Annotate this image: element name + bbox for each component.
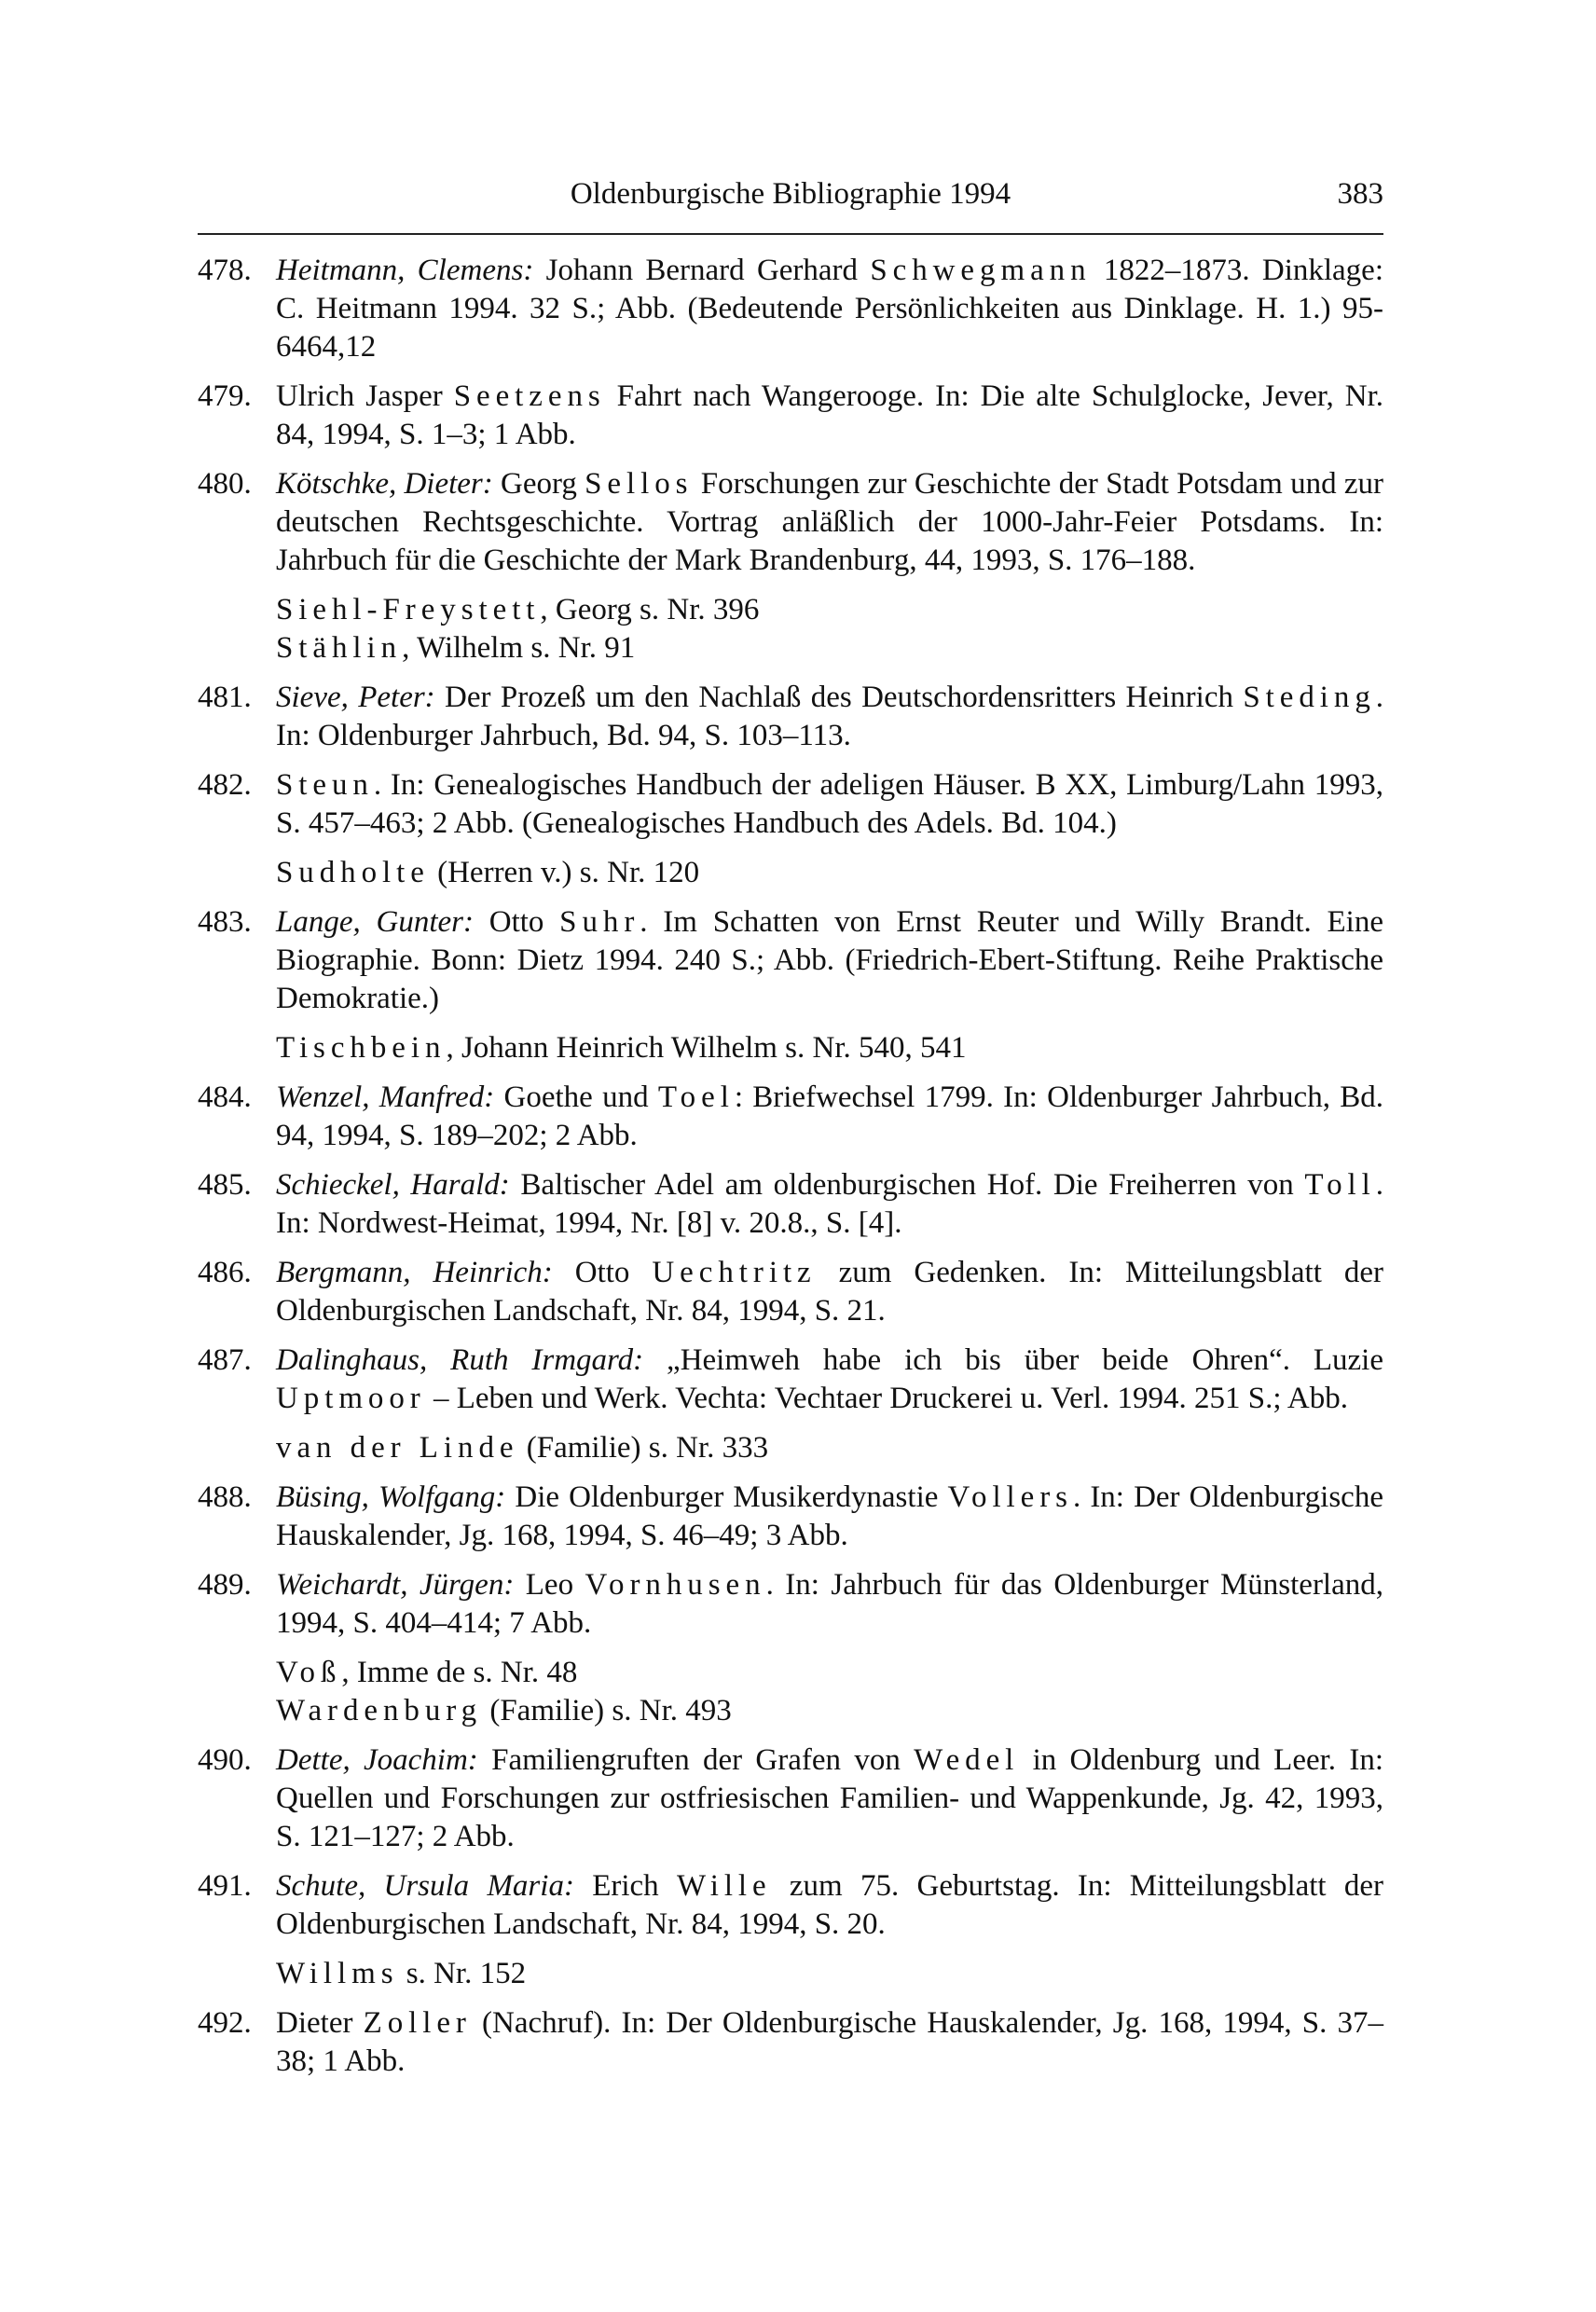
cross-reference [198,1654,1383,1692]
entry-text: „Heimweh habe ich bis über beide Ohren“. Luzie [643,1343,1383,1377]
entry-text: Baltischer Adel am oldenburgischen Hof. Die Freiherren von [509,1168,1305,1202]
reference-target: (Familie) s. Nr. 333 [518,1431,769,1465]
reference-target: (Herren v.) s. Nr. 120 [429,856,700,889]
entry-text: Otto [473,905,560,939]
entry-478 [198,252,1383,366]
entry-author: Weichardt, Jürgen: [276,1568,515,1602]
entry-number: 489. [198,1568,252,1602]
entry-480 [198,465,1383,580]
entry-number: 483. [198,905,252,939]
entry-487 [198,1342,1383,1418]
entry-number: 488. [198,1480,252,1514]
reference-name: Willms [276,1957,399,1990]
entry-author: Schute, Ursula Maria: [276,1869,574,1903]
cross-reference [198,854,1383,892]
entry-subject: Schwegmann [870,254,1092,287]
cross-reference [198,1955,1383,1993]
entry-text: Der Prozeß um den Nachlaß des Deutschordensritters Heinrich [434,681,1244,714]
entry-author: Sieve, Peter: [276,681,435,714]
entry-text: 1822–1873. Dinklage: C. Heitmann 1994. 32 S.; Abb. (Bedeutende Persönlichkeiten aus Dinklage. H. 1.) 95-6464,12 [276,254,1383,364]
entry-subject: Sellos [585,467,694,501]
entry-author: Dalinghaus, Ruth Irmgard: [276,1343,644,1377]
entry-text: . In: Oldenburger Jahrbuch, Bd. 94, S. 103–113. [276,681,1384,752]
reference-name: Sudholte [276,856,430,889]
entry-number: 482. [198,768,252,802]
entry-subject: Zoller [363,2006,472,2040]
entry-479 [198,378,1383,454]
entry-subject: Steun [276,768,374,802]
entry-subject: Vornhusen [585,1568,766,1602]
entry-number: 486. [198,1256,252,1289]
entry-491 [198,1867,1383,1944]
entry-subject: Wille [676,1869,772,1903]
entry-subject: Uechtritz [652,1256,817,1289]
entry-485 [198,1166,1383,1243]
entry-text: . In: Der Oldenburgische Hauskalender, Jg. 168, 1994, S. 46–49; 3 Abb. [276,1480,1383,1552]
reference-target: s. Nr. 152 [398,1957,527,1990]
entry-number: 491. [198,1869,252,1903]
entry-488 [198,1479,1383,1555]
reference-name: Tischbein [276,1031,447,1065]
reference-target: , Johann Heinrich Wilhelm s. Nr. 540, 541 [446,1031,967,1065]
entry-text: . In: Nordwest-Heimat, 1994, Nr. [8] v. 20.8., S. [4]. [276,1168,1384,1240]
entry-text: . In: Jahrbuch für das Oldenburger Münsterland, 1994, S. 404–414; 7 Abb. [276,1568,1384,1640]
entry-subject: Suhr [559,905,640,939]
entry-481 [198,679,1383,755]
entry-text: (Nachruf). In: Der Oldenburgische Hauskalender, Jg. 168, 1994, S. 37–38; 1 Abb. [276,2006,1383,2078]
entry-text: – Leben und Werk. Vechta: Vechtaer Druckerei u. Verl. 1994. 251 S.; Abb. [425,1382,1349,1415]
cross-reference [198,591,1383,629]
cross-reference [198,629,1383,667]
entry-number: 479. [198,379,252,413]
entry-author: Kötschke, Dieter: [276,467,493,501]
entry-text: Familiengruften der Grafen von [477,1743,915,1777]
running-title: Oldenburgische Bibliographie 1994 [570,177,1011,211]
entry-text: Forschungen zur Geschichte der Stadt Potsdam und zur deutschen Rechtsgeschichte. Vortrag anläßlich der 1000-Jahr-Feier Potsdams. In: Jahrbuch für die Geschichte der Mark Brandenburg, 44, 1993, S. 176–188. [276,467,1383,577]
entry-subject: Uptmoor [276,1382,426,1415]
entry-number: 487. [198,1343,252,1377]
entry-text: . Im Schatten von Ernst Reuter und Willy Brandt. Eine Biographie. Bonn: Dietz 1994. 240 S.; Abb. (Friedrich-Ebert-Stiftung. Reihe Praktische Demokratie.) [276,905,1383,1015]
entry-text: Goethe und [494,1080,658,1114]
bibliography-list [198,252,1383,2092]
entry-484 [198,1079,1383,1155]
entry-text: Die Oldenburger Musikerdynastie [505,1480,948,1514]
entry-489 [198,1566,1383,1643]
entry-482 [198,766,1383,843]
entry-author: Heitmann, Clemens: [276,254,534,287]
reference-target: , Wilhelm s. Nr. 91 [402,631,636,665]
reference-name: Siehl-Freystett [276,593,541,626]
entry-number: 492. [198,2006,252,2040]
reference-name: Wardenburg [276,1694,483,1727]
entry-subject: Vollers [947,1480,1073,1514]
entry-subject: Seetzens [453,379,606,413]
entry-number: 478. [198,254,252,287]
reference-name: Stählin [276,631,403,665]
cross-reference [198,1692,1383,1730]
entry-number: 490. [198,1743,252,1777]
header-rule [198,233,1383,235]
reference-target: (Familie) s. Nr. 493 [482,1694,732,1727]
entry-text: . In: Genealogisches Handbuch der adeligen Häuser. B XX, Limburg/Lahn 1993, S. 457–463; 2 Abb. (Genealogisches Handbuch des Adels. Bd. 104.) [276,768,1383,840]
entry-text: Georg [492,467,585,501]
entry-483 [198,903,1383,1018]
reference-target: , Imme de s. Nr. 48 [341,1656,578,1689]
entry-subject: Toel [657,1080,735,1114]
entry-author: Wenzel, Manfred: [276,1080,495,1114]
entry-number: 481. [198,681,252,714]
entry-subject: Steding [1243,681,1376,714]
reference-target: , Georg s. Nr. 396 [540,593,760,626]
entry-author: Schieckel, Harald: [276,1168,510,1202]
entry-490 [198,1741,1383,1856]
entry-text: Dieter [276,2006,364,2040]
entry-text: Leo [514,1568,585,1602]
page-number: 383 [1337,177,1383,211]
entry-text: zum Gedenken. In: Mitteilungsblatt der Oldenburgischen Landschaft, Nr. 84, 1994, S. 21. [276,1256,1383,1328]
entry-text: Ulrich Jasper [276,379,454,413]
entry-number: 485. [198,1168,252,1202]
entry-author: Büsing, Wolfgang: [276,1480,506,1514]
entry-text: Otto [552,1256,653,1289]
entry-text: Erich [573,1869,677,1903]
entry-486 [198,1254,1383,1330]
entry-text: zum 75. Geburtstag. In: Mitteilungsblatt der Oldenburgischen Landschaft, Nr. 84, 1994, S. 20. [276,1869,1384,1941]
reference-name: Voß [276,1656,342,1689]
entry-text: Fahrt nach Wangerooge. In: Die alte Schulglocke, Jever, Nr. 84, 1994, S. 1–3; 1 Abb. [276,379,1383,451]
entry-number: 480. [198,467,252,501]
entry-author: Dette, Joachim: [276,1743,478,1777]
entry-subject: Toll [1304,1168,1376,1202]
reference-name: van der Linde [276,1431,519,1465]
page-header [198,175,1383,222]
cross-reference [198,1429,1383,1467]
entry-text: in Oldenburg und Leer. In: Quellen und Forschungen zur ostfriesischen Familien- und Wappenkunde, Jg. 42, 1993, S. 121–127; 2 Abb. [276,1743,1383,1853]
entry-text: : Briefwechsel 1799. In: Oldenburger Jahrbuch, Bd. 94, 1994, S. 189–202; 2 Abb. [276,1080,1383,1152]
cross-reference [198,1029,1383,1067]
entry-author: Lange, Gunter: [276,905,474,939]
entry-number: 484. [198,1080,252,1114]
entry-author: Bergmann, Heinrich: [276,1256,553,1289]
entry-text: Johann Bernard Gerhard [533,254,871,287]
entry-subject: Wedel [914,1743,1020,1777]
entry-492 [198,2004,1383,2081]
